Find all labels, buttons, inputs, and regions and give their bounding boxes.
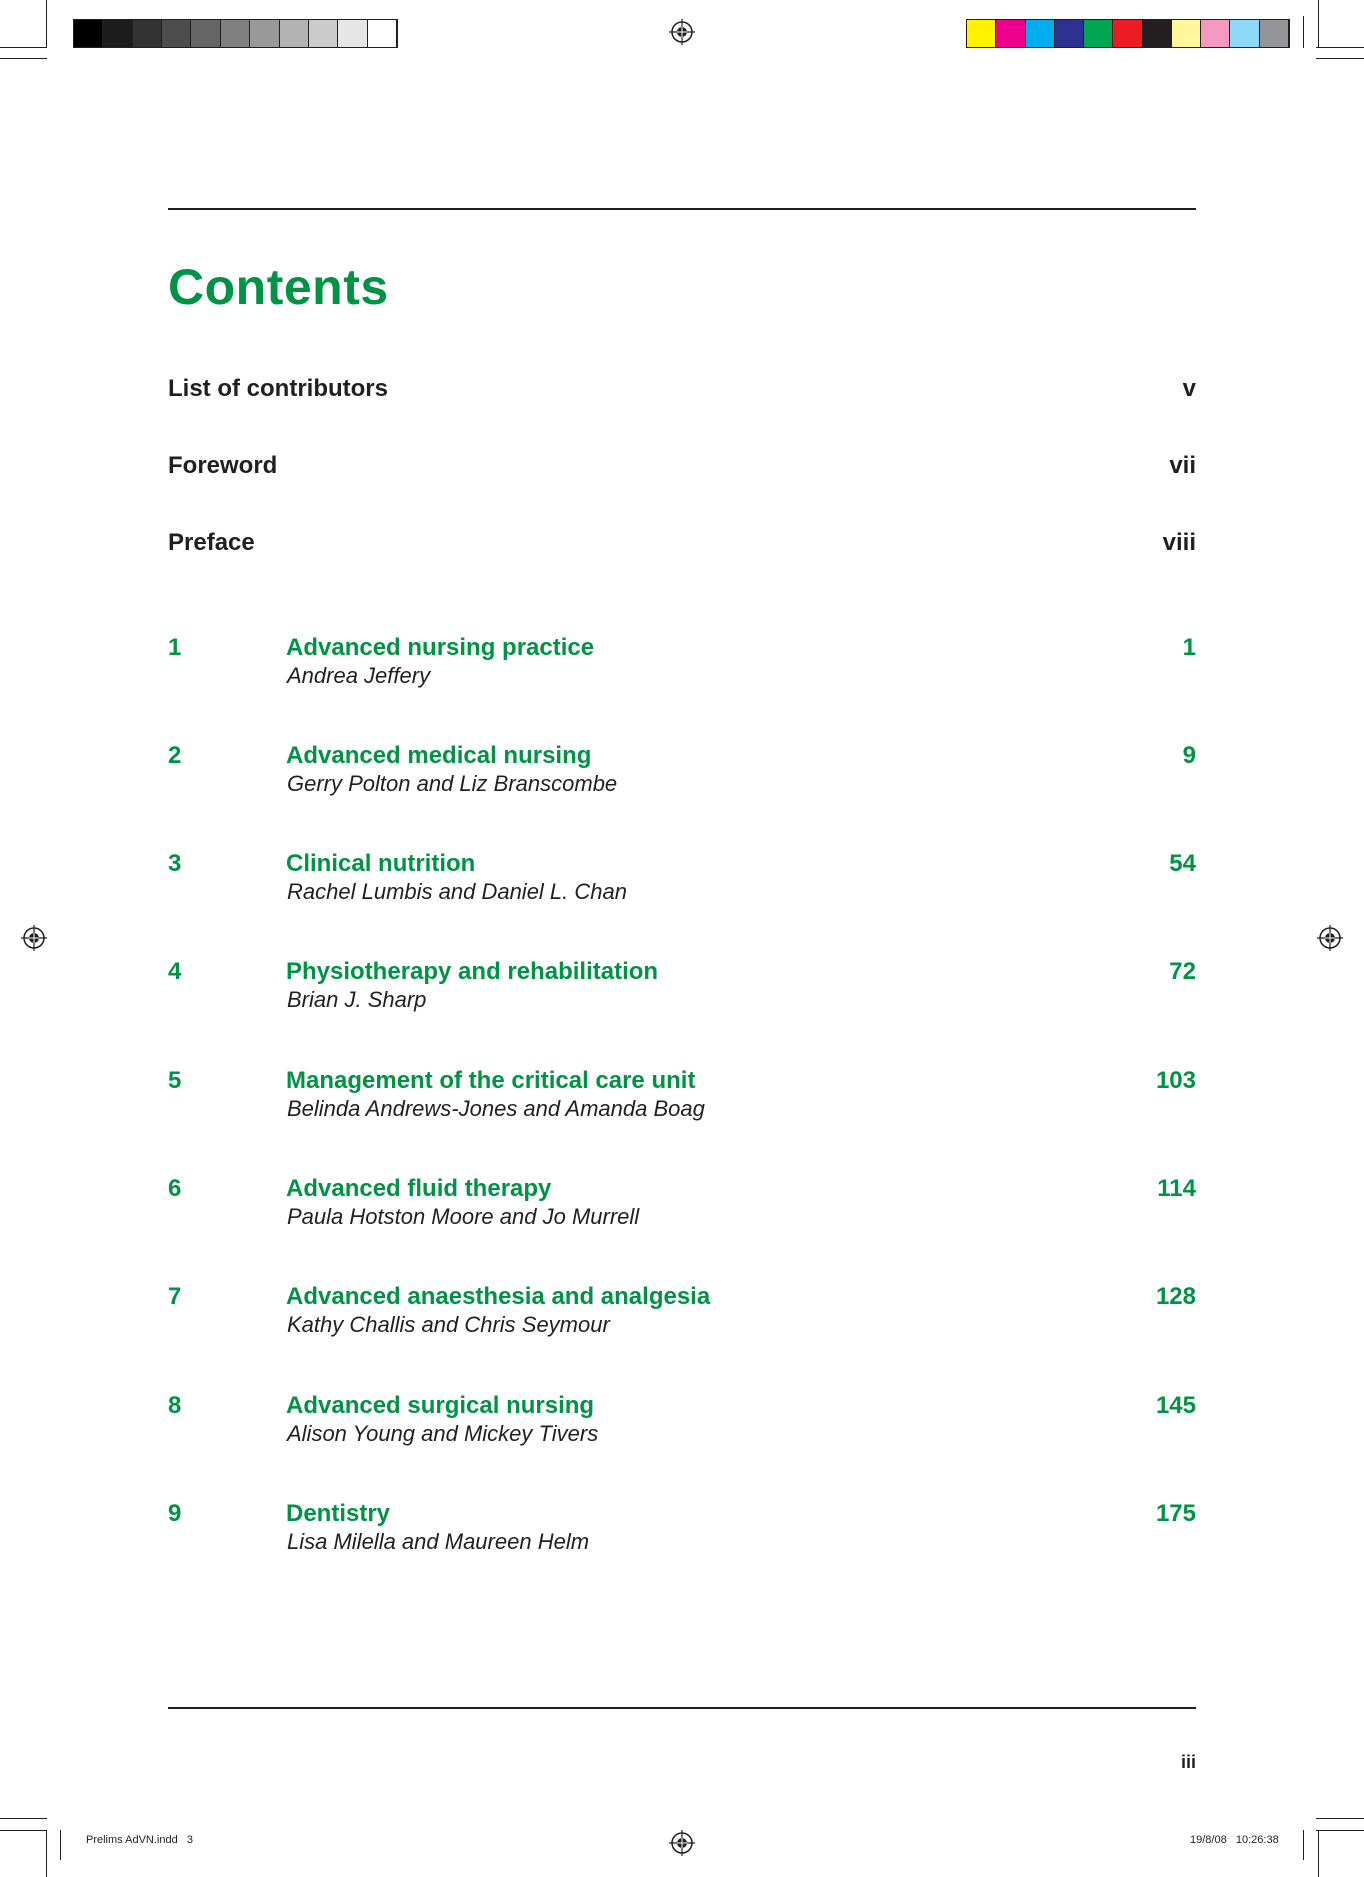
toc-page-number: v [1182,375,1196,402]
chapter-title: Dentistry [286,1500,391,1527]
chapter-number: 3 [168,850,182,877]
color-swatch [1084,20,1113,47]
crop-mark [46,0,47,47]
toc-label: Foreword [168,452,278,479]
chapter-authors: Rachel Lumbis and Daniel L. Chan [287,879,627,904]
crop-mark [1303,1830,1304,1860]
color-swatch [250,20,279,47]
crop-mark [1318,0,1319,47]
color-swatch [1055,20,1084,47]
toc-chapter-entry[interactable] [168,1500,1196,1570]
color-swatch [221,20,250,47]
chapter-title: Physiotherapy and rehabilitation [286,958,659,985]
page-folio: iii [1180,1752,1196,1772]
slug-filename: Prelims AdVN.indd 3 [86,1834,193,1846]
toc-chapter-entry[interactable] [168,742,1196,812]
color-swatch [967,20,996,47]
toc-chapter-entry[interactable] [168,634,1196,704]
registration-mark-icon [21,925,47,951]
chapter-page-number: 1 [1182,634,1196,661]
toc-chapter-entry[interactable] [168,1283,1196,1353]
color-swatch [996,20,1025,47]
toc-chapter-entry[interactable] [168,1175,1196,1245]
registration-mark-icon [669,1830,695,1856]
toc-chapter-entry[interactable] [168,958,1196,1028]
color-swatch [1113,20,1142,47]
grayscale-bar [73,19,398,48]
color-swatch [133,20,162,47]
chapter-title: Management of the critical care unit [286,1067,696,1094]
crop-mark [60,1830,61,1860]
chapter-title: Advanced medical nursing [286,742,592,769]
slug-timestamp: 19/8/08 10:26:38 [1190,1834,1279,1846]
crop-mark [1316,1830,1364,1831]
crop-mark [1316,47,1364,48]
chapter-number: 6 [168,1175,182,1202]
chapter-page-number: 128 [1155,1283,1196,1310]
chapter-page-number: 72 [1169,958,1196,985]
chapter-page-number: 145 [1155,1392,1196,1419]
toc-front-matter-item[interactable] [168,375,1196,403]
chapter-authors: Gerry Polton and Liz Branscombe [287,771,618,796]
crop-mark [0,47,47,48]
page-title: Contents [168,259,389,315]
crop-mark [0,58,47,59]
chapter-title: Advanced anaesthesia and analgesia [286,1283,711,1310]
toc-label: List of contributors [168,375,388,402]
crop-mark [0,1818,47,1819]
chapter-number: 4 [168,958,182,985]
chapter-number: 8 [168,1392,182,1419]
crop-mark [1316,58,1364,59]
top-rule [168,208,1196,210]
color-swatch [338,20,367,47]
registration-mark-icon [1317,925,1343,951]
chapter-title: Advanced fluid therapy [286,1175,552,1202]
registration-mark-icon [669,19,695,45]
crop-mark [0,1830,47,1831]
crop-mark [46,1830,47,1877]
chapter-authors: Andrea Jeffery [287,663,431,688]
chapter-number: 7 [168,1283,182,1310]
chapter-title: Advanced surgical nursing [286,1392,595,1419]
toc-front-matter-item[interactable] [168,452,1196,480]
color-bar [966,19,1290,48]
crop-mark [1316,1818,1364,1819]
bottom-rule [168,1707,1196,1709]
chapter-authors: Kathy Challis and Chris Seymour [287,1312,610,1337]
color-swatch [1143,20,1172,47]
crop-mark [1303,16,1304,48]
color-swatch [309,20,338,47]
toc-page-number: viii [1162,529,1196,556]
chapter-authors: Paula Hotston Moore and Jo Murrell [287,1204,640,1229]
color-swatch [1172,20,1201,47]
color-swatch [1201,20,1230,47]
color-swatch [162,20,191,47]
chapter-page-number: 54 [1169,850,1196,877]
toc-page-number: vii [1169,452,1196,479]
chapter-title: Clinical nutrition [286,850,476,877]
chapter-page-number: 103 [1155,1067,1196,1094]
color-swatch [191,20,220,47]
chapter-authors: Belinda Andrews-Jones and Amanda Boag [287,1096,705,1121]
chapter-title: Advanced nursing practice [286,634,595,661]
chapter-page-number: 9 [1182,742,1196,769]
crop-mark [1318,1830,1319,1877]
chapter-page-number: 175 [1155,1500,1196,1527]
toc-label: Preface [168,529,255,556]
toc-chapter-entry[interactable] [168,1392,1196,1462]
chapter-authors: Lisa Milella and Maureen Helm [287,1529,590,1554]
chapter-page-number: 114 [1157,1175,1196,1202]
chapter-number: 2 [168,742,182,769]
color-swatch [280,20,309,47]
toc-chapter-entry[interactable] [168,850,1196,920]
color-swatch [103,20,132,47]
chapter-number: 9 [168,1500,182,1527]
chapter-authors: Brian J. Sharp [287,987,427,1012]
toc-chapter-entry[interactable] [168,1067,1196,1137]
toc-front-matter-item[interactable] [168,529,1196,557]
chapter-number: 5 [168,1067,182,1094]
color-swatch [74,20,103,47]
color-swatch [1026,20,1055,47]
color-swatch [1260,20,1289,47]
chapter-number: 1 [168,634,182,661]
color-swatch [368,20,397,47]
color-swatch [1230,20,1259,47]
chapter-authors: Alison Young and Mickey Tivers [287,1421,599,1446]
